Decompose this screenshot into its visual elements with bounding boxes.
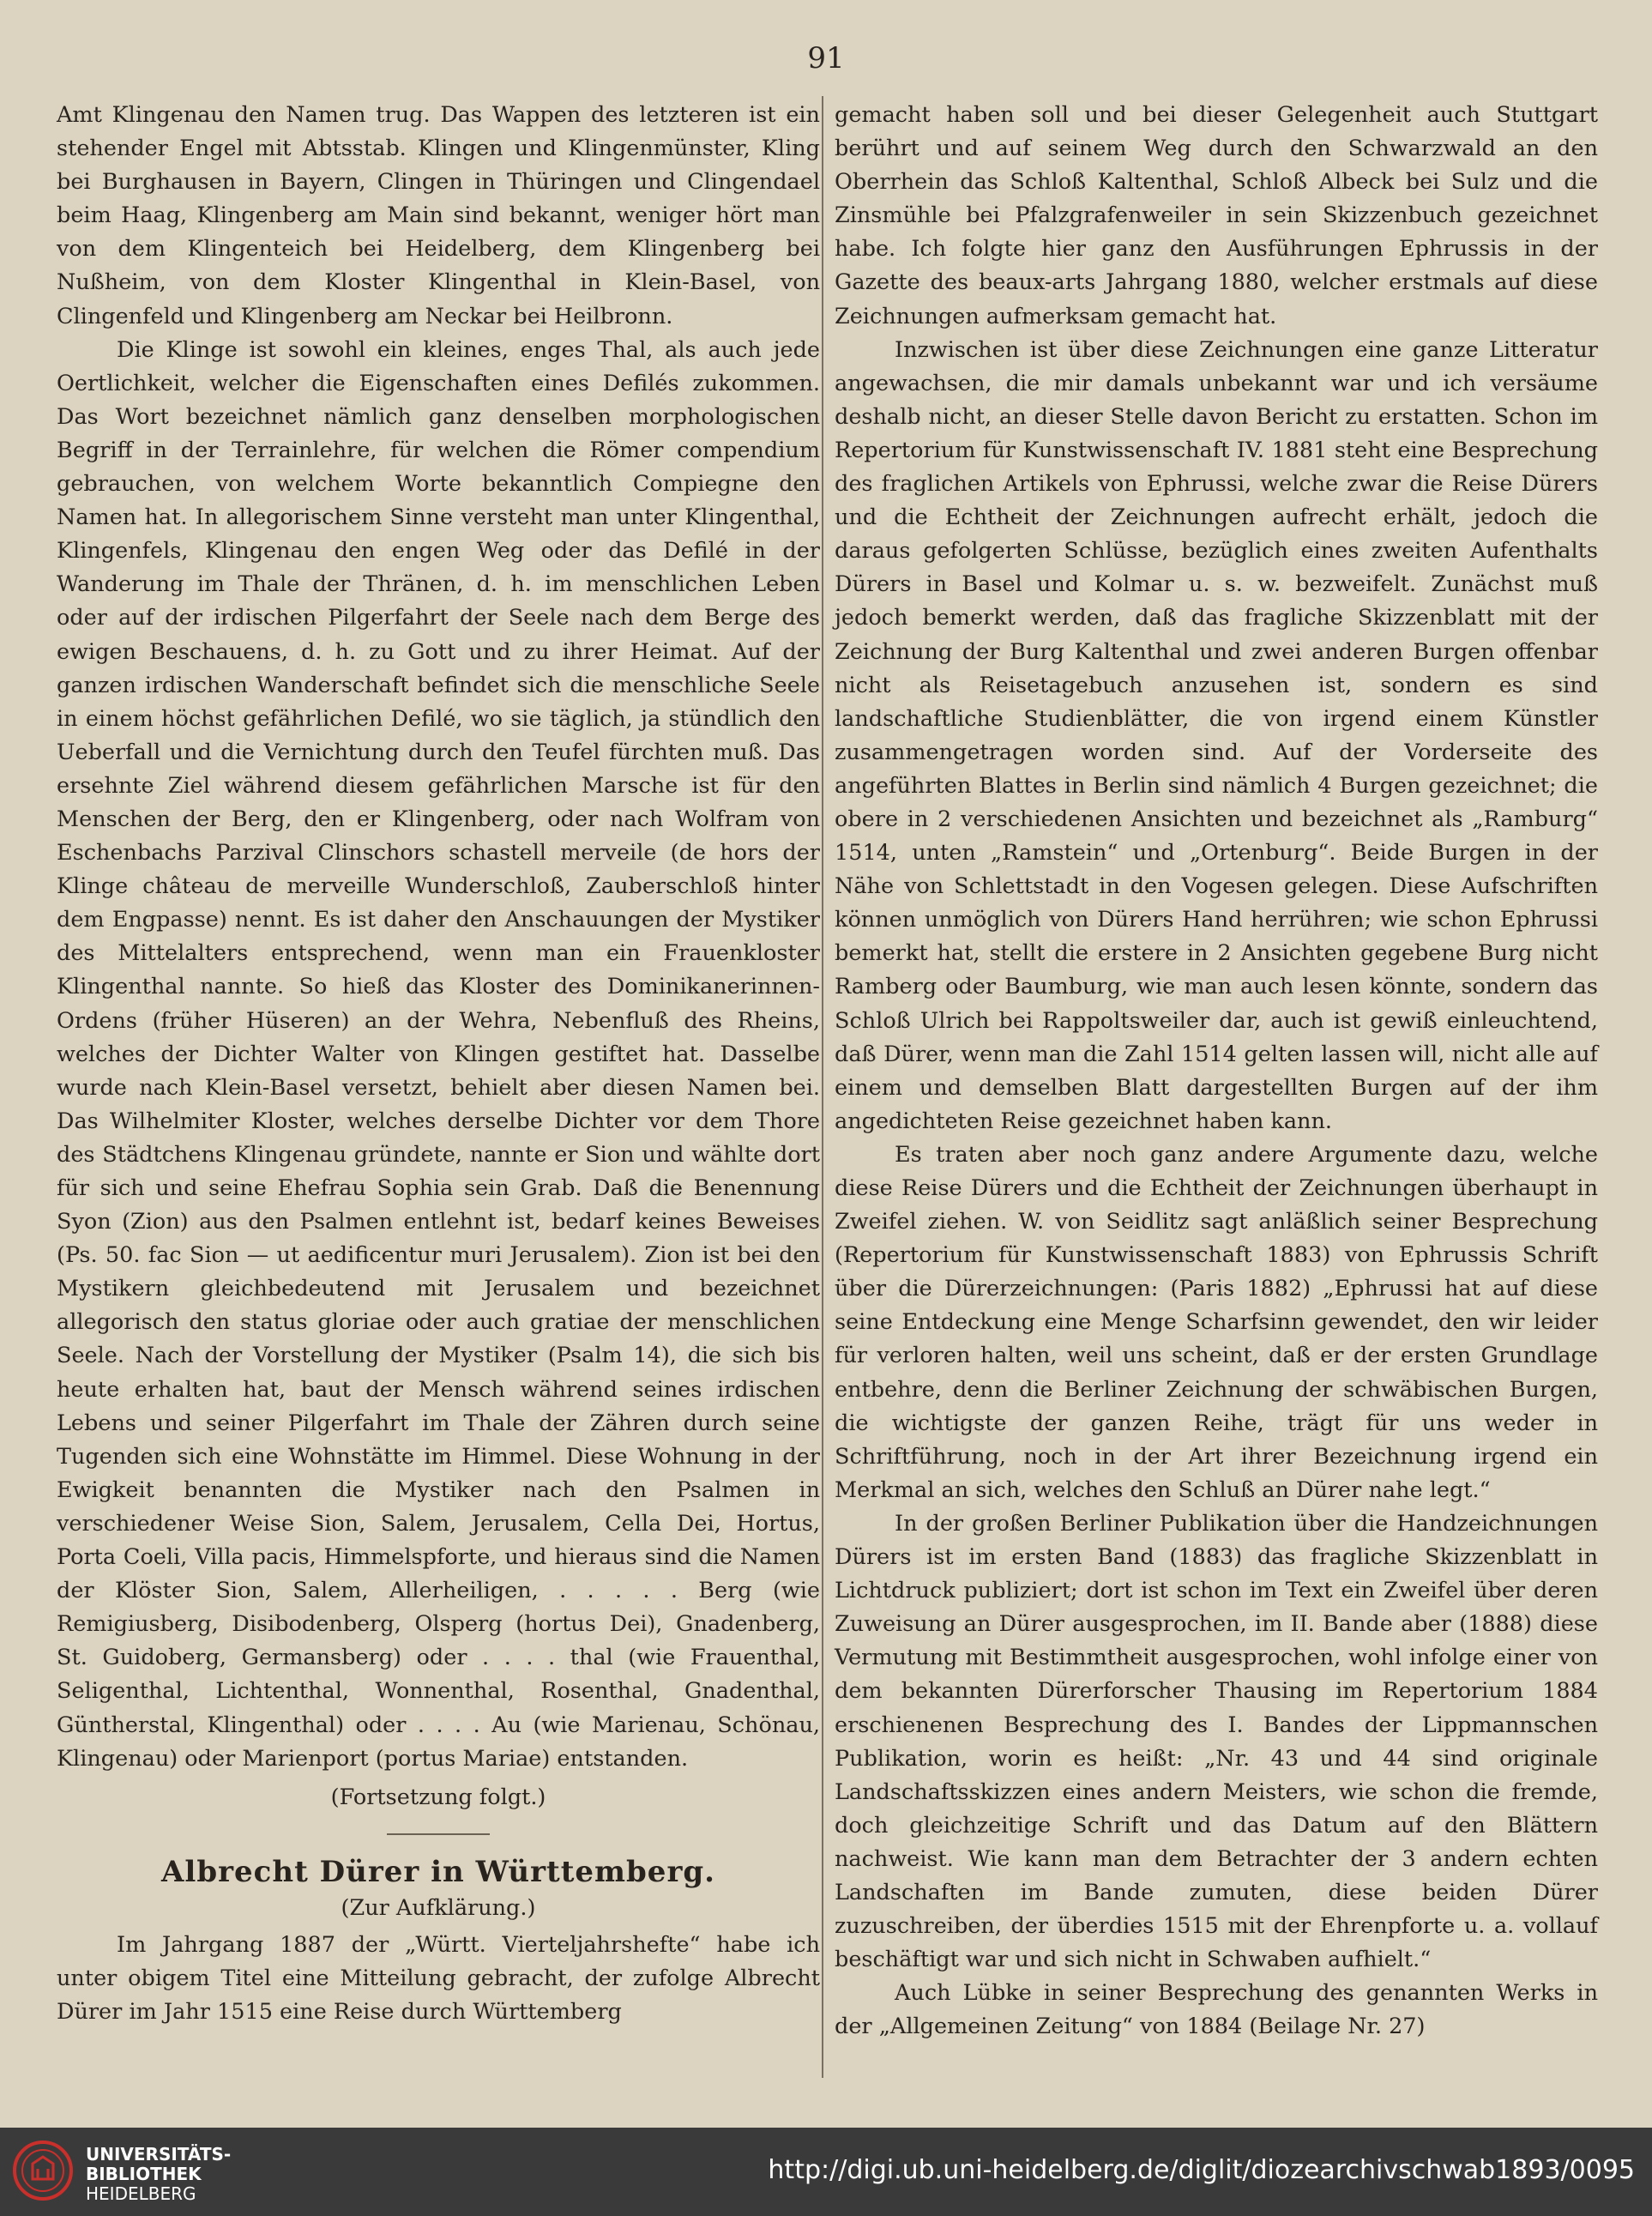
paragraph-luebke: Auch Lübke in seiner Besprechung des genannten Werks in der „Allgemeinen Zeitung“ von 1884 (Beilage Nr. 27) xyxy=(835,1980,1598,2040)
page-number: 91 xyxy=(807,41,845,75)
source-url-link[interactable]: http://digi.ub.uni-heidelberg.de/diglit/diozearchivschwab1893/0095 xyxy=(768,2155,1635,2185)
library-name xyxy=(86,2145,231,2204)
library-line-2: BIBLIOTHEK xyxy=(86,2164,202,2184)
left-column xyxy=(57,99,820,2029)
paragraph-berlin-publication: In der großen Berliner Publikation über die Handzeichnungen Dürers ist im ersten Band (1883) das fragliche Skizzenblatt in Lichtdruck publiziert; dort ist schon im Text ein Zweifel über deren Zuweisung an Dürer ausgesprochen, im II. Bande aber (1888) diese Vermutung mit Bestimmtheit ausgesprochen, wohl infolge einer von dem bekannten Dürerforscher Thausing im Repertorium 1884 erschienenen Besprechung des I. Bandes der Lippmannschen Publikation, worin es heißt: „Nr. 43 und 44 sind originale Landschaftsskizzen eines andern Meisters, wie schon die fremde, doch gleichzeitige Schrift und das Datum auf den Blättern nachweist. Wie kann man dem Betrachter der 3 andern echten Landschaften im Bande zumuten, diese beiden Dürer zuzuschreiben, der überdies 1515 mit der Ehrenpforte u. a. vollauf beschäftigt war und sich nicht in Schwaben aufhielt.“ xyxy=(835,1510,1598,1973)
university-seal-icon xyxy=(12,2140,74,2201)
paragraph-literature: Inzwischen ist über diese Zeichnungen eine ganze Litteratur angewachsen, die mir damals unbekannt war und ich versäume deshalb nicht, an dieser Stelle davon Bericht zu erstatten. Schon im Repertorium für Kunstwissenschaft IV. 1881 steht eine Besprechung des fraglichen Artikels von Ephrussi, welche zwar die Reise Dürers und die Echtheit der Zeichnungen aufrecht erhält, jedoch die daraus gefolgerten Schlüsse, bezüglich eines zweiten Aufenthalts Dürers in Basel und Kolmar u. s. w. bezweifelt. Zunächst muß jedoch bemerkt werden, daß das fragliche Skizzenblatt mit der Zeichnung der Burg Kaltenthal und zwei anderen Burgen offenbar nicht als Reisetagebuch anzusehen ist, sondern es sind landschaftliche Studienblätter, die von irgend einem Künstler zusammengetragen worden sind. Auf der Vorderseite des angeführten Blattes in Berlin sind nämlich 4 Burgen gezeichnet; die obere in 2 verschiedenen Ansichten und bezeichnet als „Ramburg“ 1514, unten „Ramstein“ und „Ortenburg“. Beide Burgen in der Nähe von Schlettstadt in den Vogesen gelegen. Diese Aufschriften können unmöglich von Dürers Hand herrühren; wie schon Ephrussi bemerkt hat, stellt die erstere in 2 Ansichten gegebene Burg nicht Ramberg oder Baumburg, wie man auch lesen könnte, sondern das Schloß Ulrich bei Rappoltsweiler dar, auch ist gewiß einleuchtend, daß Dürer, wenn man die Zahl 1514 gelten lassen will, nicht alle auf einem und demselben Blatt dargestellten Burgen auf der ihm angedichteten Reise gezeichnet haben kann. xyxy=(835,336,1598,1134)
paragraph-arguments: Es traten aber noch ganz andere Argumente dazu, welche diese Reise Dürers und die Echtheit der Zeichnungen überhaupt in Zweifel ziehen. W. von Seidlitz sagt anläßlich seiner Besprechung (Repertorium für Kunstwissenschaft 1883) von Ephrussis Schrift über die Dürerzeichnungen: (Paris 1882) „Ephrussi hat auf diese seine Entdeckung eine Menge Scharfsinn gewendet, den wir leider für verloren halten, weil uns scheint, daß er der ersten Grundlage entbehre, denn die Berliner Zeichnung der schwäbischen Burgen, die wichtigste der ganzen Reihe, trägt für uns weder in Schriftführung, noch in der Art ihrer Bezeichnung irgend ein Merkmal an sich, welches den Schluß an Dürer nahe legt.“ xyxy=(835,1141,1598,1503)
paragraph-intro: Amt Klingenau den Namen trug. Das Wappen des letzteren ist ein stehender Engel mit Abtsstab. Klingen und Klingenmünster, Kling bei Burghausen in Bayern, Clingen in Thüringen und Clingendael beim Haag, Klingenberg am Main sind bekannt, weniger hört man von dem Klingenteich bei Heidelberg, dem Klingenberg bei Nußheim, von dem Kloster Klingenthal in Klein-Basel, von Clingenfeld und Klingenberg am Neckar bei Heilbronn. xyxy=(57,102,820,329)
article-subtitle: (Zur Aufklärung.) xyxy=(341,1894,536,1921)
article-divider xyxy=(387,1833,490,1835)
paragraph-article-start: Im Jahrgang 1887 der „Württ. Vierteljahrshefte“ habe ich unter obigem Titel eine Mitteilung gebracht, der zufolge Albrecht Dürer im Jahr 1515 eine Reise durch Württemberg xyxy=(57,1931,820,2026)
paragraph-klinge: Die Klinge ist sowohl ein kleines, enges Thal, als auch jede Oertlichkeit, welcher die Eigenschaften eines Defilés zukommen. Das Wort bezeichnet nämlich ganz denselben morphologischen Begriff in der Terrainlehre, für welchen die Römer compendium gebrauchen, von welchem Worte bekanntlich Compiegne den Namen hat. In allegorischem Sinne versteht man unter Klingenthal, Klingenfels, Klingenau den engen Weg oder das Defilé in der Wanderung im Thale der Thränen, d. h. im menschlichen Leben oder auf der irdischen Pilgerfahrt der Seele nach dem Berge des ewigen Beschauens, d. h. zu Gott und zu ihrer Heimat. Auf der ganzen irdischen Wanderschaft befindet sich die menschliche Seele in einem höchst gefährlichen Defilé, wo sie täglich, ja stündlich den Ueberfall und die Vernichtung durch den Teufel fürchten muß. Das ersehnte Ziel während diesem gefährlichen Marsche ist für den Menschen der Berg, den er Klingenberg, oder nach Wolfram von Eschenbachs Parzival Clinschors schastell merveile (de hors der Klinge château de merveille Wunderschloß, Zauberschloß hinter dem Engpasse) nennt. Es ist daher den Anschauungen der Mystiker des Mittelalters entsprechend, wenn man ein Frauenkloster Klingenthal nannte. So hieß das Kloster des Dominikanerinnen-Ordens (früher Hüseren) an der Wehra, Nebenfluß des Rheins, welches der Dichter Walter von Klingen gestiftet hat. Dasselbe wurde nach Klein-Basel versetzt, behielt aber diesen Namen bei. Das Wilhelmiter Kloster, welches derselbe Dichter vor dem Thore des Städtchens Klingenau gründete, nannte er Sion und wählte dort für sich und seine Ehefrau Sophia sein Grab. Daß die Benennung Syon (Zion) aus den Psalmen entlehnt ist, bedarf keines Beweises (Ps. 50. fac Sion — ut aedificentur muri Jerusalem). Zion ist bei den Mystikern gleichbedeutend mit Jerusalem und bezeichnet allegorisch den status gloriae oder auch gratiae der menschlichen Seele. Nach der Vorstellung der Mystiker (Psalm 14), die sich bis heute erhalten hat, baut der Mensch während seines irdischen Lebens und seiner Pilgerfahrt im Thale der Zähren durch seine Tugenden sich eine Wohnstätte im Himmel. Diese Wohnung in der Ewigkeit benannten die Mystiker nach den Psalmen in verschiedener Weise Sion, Salem, Jerusalem, Cella Dei, Hortus, Porta Coeli, Villa pacis, Himmelspforte, und hieraus sind die Namen der Klöster Sion, Salem, Allerheiligen, . . . . . Berg (wie Remigiusberg, Disibodenberg, Olsperg (hortus Dei), Gnadenberg, St. Guidoberg, Germansberg) oder . . . . thal (wie Frauenthal, Seligenthal, Lichtenthal, Wonnenthal, Rosenthal, Gnadenthal, Güntherstal, Klingenthal) oder . . . . Au (wie Marienau, Schönau, Klingenau) oder Marienport (portus Mariae) entstanden. xyxy=(57,336,820,1772)
article-title: Albrecht Dürer in Württemberg. xyxy=(161,1854,715,1889)
footer-bar xyxy=(0,2128,1652,2216)
paragraph-continued: gemacht haben soll und bei dieser Gelegenheit auch Stuttgart berührt und auf seinem Weg durch den Schwarzwald an den Oberrhein das Schloß Kaltenthal, Schloß Albeck bei Sulz und die Zinsmühle bei Pfalzgrafenweiler in sein Skizzenbuch gezeichnet habe. Ich folgte hier ganz den Ausführungen Ephrussis in der Gazette des beaux-arts Jahrgang 1880, welcher erstmals auf diese Zeichnungen aufmerksam gemacht hat. xyxy=(835,102,1598,329)
library-line-1: UNIVERSITÄTS- xyxy=(86,2144,232,2165)
continuation-note: (Fortsetzung folgt.) xyxy=(330,1784,546,1810)
library-line-3: HEIDELBERG xyxy=(86,2183,196,2204)
column-divider xyxy=(822,96,823,2078)
right-column xyxy=(835,99,1598,2044)
